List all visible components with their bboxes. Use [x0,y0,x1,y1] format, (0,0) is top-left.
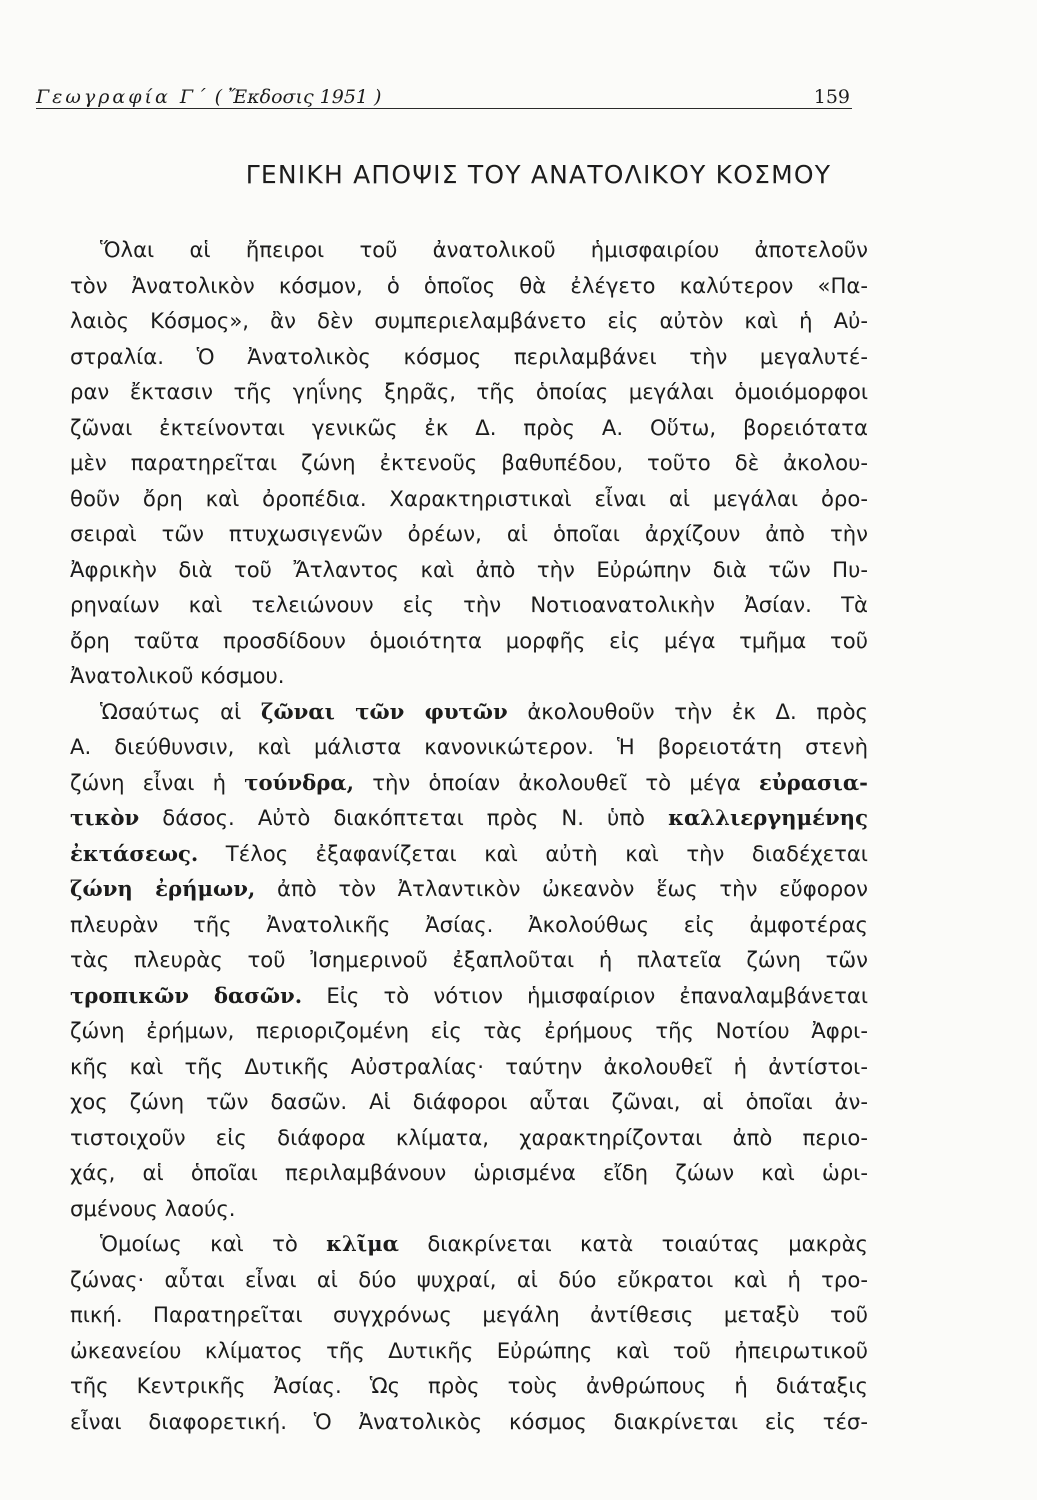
text-line: Ὡσαύτως αἱ ζῶναι τῶν φυτῶν ἀκολουθοῦν τὴν ἐκ Δ. πρὸς [100,698,868,724]
text-line: ζώνη εἶναι ἡ τούνδρα, τὴν ὁποίαν ἀκολουθεῖ τὸ μέγα εὐρασια- [70,769,868,795]
edition-label: ( Ἔκδοσις 1951 ) [214,86,382,108]
text-line: τῆς Κεντρικῆς Ἀσίας. Ὡς πρὸς τοὺς ἀνθρώπους ἡ διάταξις [70,1373,868,1398]
text-line: χάς, αἱ ὁποῖαι περιλαμβάνουν ὡρισμένα εἴδη ζώων καὶ ὡρι- [70,1160,868,1185]
chapter-title: ΓΕΝΙΚΗ ΑΠΟΨΙΣ ΤΟΥ ΑΝΑΤΟΛΙΚΟΥ ΚΟΣΜΟΥ [245,160,832,189]
text-line: πική. Παρατηρεῖται συγχρόνως μεγάλη ἀντίθεσις μεταξὺ τοῦ [70,1302,868,1327]
text-line: ζώνη ἐρήμων, ἀπὸ τὸν Ἀτλαντικὸν ὠκεανὸν ἕως τὴν εὔφορον [70,876,868,901]
text-line: ραν ἔκτασιν τῆς γηΐνης ξηρᾶς, τῆς ὁποίας μεγάλαι ὁμοιόμορφοι [70,379,868,404]
text-line: Ἀνατολικοῦ κόσμου. [70,663,285,688]
keyword-cultivated: καλλιεργημένης [668,805,868,830]
text-line: λαιὸς Κόσμος», ἂν δὲν συμπεριελαμβάνετο εἰς αὐτὸν καὶ ἡ Αὐ- [70,308,868,333]
text-line: εἶναι διαφορετική. Ὁ Ἀνατολικὸς κόσμος διακρίνεται εἰς τέσ- [70,1408,868,1434]
keyword-plant-zones: ζῶναι τῶν φυτῶν [260,698,508,724]
text-line: μὲν παρατηρεῖται ζώνη ἐκτενοῦς βαθυπέδου, τοῦτο δὲ ἀκολου- [70,450,868,475]
text-line: θοῦν ὄρη καὶ ὀροπέδια. Χαρακτηριστικαὶ εἶναι αἱ μεγάλαι ὀρο- [70,485,868,511]
text-line: τὰς πλευρὰς τοῦ Ἰσημερινοῦ ἐξαπλοῦται ἡ πλατεῖα ζώνη τῶν [70,947,868,972]
keyword-cultivated-cont: ἐκτάσεως. [70,840,199,866]
text-line: τροπικῶν δασῶν. Εἰς τὸ νότιον ἡμισφαίριον ἐπαναλαμβάνεται [70,982,868,1008]
text-line: ζώνη ἐρήμων, περιοριζομένη εἰς τὰς ἐρήμους τῆς Νοτίου Ἀφρι- [70,1018,868,1043]
text-line: τιστοιχοῦν εἰς διάφορα κλίματα, χαρακτηρίζονται ἀπὸ περιο- [70,1124,868,1150]
text-line: σειραὶ τῶν πτυχωσιγενῶν ὀρέων, αἱ ὁποῖαι ἀρχίζουν ἀπὸ τὴν [70,521,868,546]
keyword-tropical-forests: τροπικῶν δασῶν. [70,982,303,1008]
text-line: ἐκτάσεως. Τέλος ἐξαφανίζεται καὶ αὐτὴ καὶ τὴν διαδέχεται [70,840,868,866]
page-number: 159 [813,86,850,108]
keyword-eurasian: εὐρασια- [759,769,868,795]
text-line: Ὁμοίως καὶ τὸ κλῖμα διακρίνεται κατὰ τοιαύτας μακρὰς [100,1231,868,1256]
text-line: ζώνας· αὗται εἶναι αἱ δύο ψυχραί, αἱ δύο εὔκρατοι καὶ ἡ τρο- [70,1266,868,1292]
body-text [70,232,868,1439]
text-line: στραλία. Ὁ Ἀνατολικὸς κόσμος περιλαμβάνει τὴν μεγαλυτέ- [70,343,868,369]
text-line: Ἀφρικὴν διὰ τοῦ Ἄτλαντος καὶ ἀπὸ τὴν Εὐρώπην διὰ τῶν Πυ- [70,556,868,582]
text-line: πλευρὰν τῆς Ἀνατολικῆς Ἀσίας. Ἀκολούθως εἰς ἀμφοτέρας [70,911,868,937]
text-line: ζῶναι ἐκτείνονται γενικῶς ἐκ Δ. πρὸς Α. Οὕτω, βορειότατα [70,414,868,440]
text-line: κῆς καὶ τῆς Δυτικῆς Αὐστραλίας· ταύτην ἀκολουθεῖ ἡ ἀντίστοι- [70,1053,868,1079]
text-line: τὸν Ἀνατολικὸν κόσμον, ὁ ὁποῖος θὰ ἐλέγετο καλύτερον «Πα- [70,272,868,298]
keyword-desert-zone: ζώνη ἐρήμων, [70,876,256,901]
text-line: τικὸν δάσος. Αὐτὸ διακόπτεται πρὸς Ν. ὑπὸ καλλιεργημένης [70,805,868,830]
text-line: ρηναίων καὶ τελειώνουν εἰς τὴν Νοτιοανατολικὴν Ἀσίαν. Τὰ [70,592,868,617]
text-line: ὄρη ταῦτα προσδίδουν ὁμοιότητα μορφῆς εἰς μέγα τμῆμα τοῦ [70,627,868,653]
text-line: σμένους λαούς. [70,1195,236,1221]
keyword-climate: κλῖμα [326,1231,399,1256]
text-line: Ὅλαι αἱ ἤπειροι τοῦ ἀνατολικοῦ ἡμισφαιρίου ἀποτελοῦν [100,237,868,262]
keyword-eurasian-cont: τικὸν [70,805,140,830]
book-title: Γεωγραφία Γ΄ [36,86,209,108]
keyword-tundra: τούνδρα, [244,769,354,795]
running-head [36,68,852,109]
running-head-title [36,86,381,108]
text-line: χος ζώνη τῶν δασῶν. Αἱ διάφοροι αὗται ζῶναι, αἱ ὁποῖαι ἀν- [70,1089,868,1114]
text-line: ὠκεανείου κλίματος τῆς Δυτικῆς Εὐρώπης καὶ τοῦ ἠπειρωτικοῦ [70,1337,868,1363]
text-line: Α. διεύθυνσιν, καὶ μάλιστα κανονικώτερον. Ἡ βορειοτάτη στενὴ [70,734,868,759]
